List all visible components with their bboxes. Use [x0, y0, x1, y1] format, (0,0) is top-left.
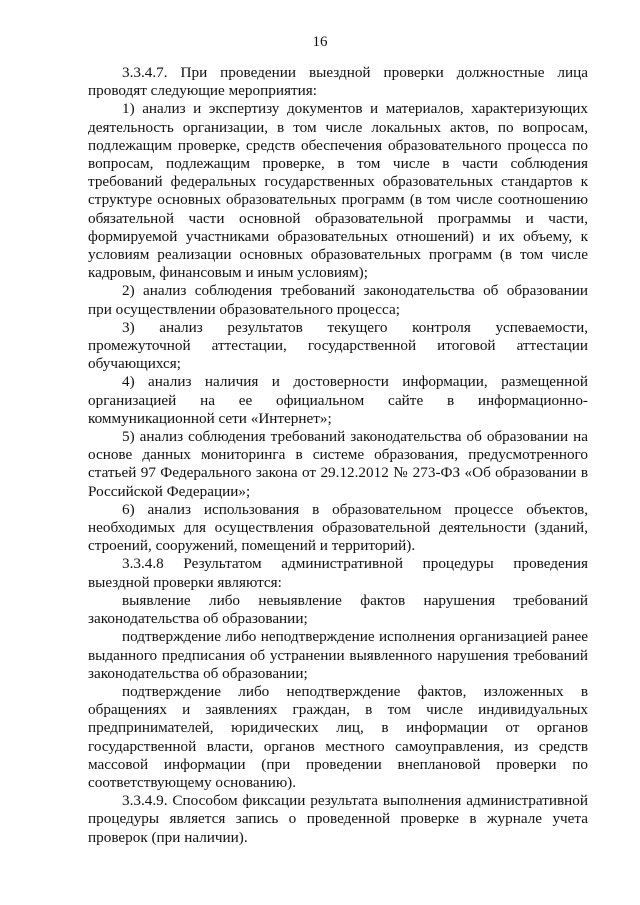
page-number: 16	[312, 34, 328, 50]
paragraph-3-3-4-7: 3.3.4.7. При проведении выездной проверки должностные лица проводят следующие мероприятия:	[88, 64, 588, 100]
list-item-4: 4) анализ наличия и достоверности информации, размещенной организацией на ее официальном сайте в информационно-коммуникационной сети «Интернет»;	[88, 373, 588, 427]
list-item-2: 2) анализ соблюдения требований законодательства об образовании при осуществлении образовательного процесса;	[88, 282, 588, 318]
document-body	[88, 64, 588, 847]
result-item-1: выявление либо невыявление фактов нарушения требований законодательства об образовании;	[88, 591, 588, 628]
paragraph-3-3-4-9: 3.3.4.9. Способом фиксации результата выполнения административной процедуры является запись о проведенной проверке в журнале учета проверок (при наличии).	[88, 792, 588, 846]
result-item-2: подтверждение либо неподтверждение исполнения организацией ранее выданного предписания об устранении выявленного нарушения требований законодательства об образовании;	[88, 628, 588, 682]
list-item-5: 5) анализ соблюдения требований законодательства об образовании на основе данных мониторинга в системе образования, предусмотренного статьей 97 Федерального закона от 29.12.2012 № 273-ФЗ «Об образовании в Российской Федерации»;	[88, 428, 588, 500]
result-item-3: подтверждение либо неподтверждение фактов, изложенных в обращениях и заявлениях граждан, в том числе индивидуальных предпринимателей, юридических лиц, в информации от органов государственной власти, органов местного самоуправления, из средств массовой информации (при проведении внеплановой проверки по соответствующему основанию).	[88, 682, 588, 791]
list-item-6: 6) анализ использования в образовательном процессе объектов, необходимых для осуществления образовательной деятельности (зданий, строений, сооружений, помещений и территорий).	[88, 500, 588, 555]
list-item-1: 1) анализ и экспертизу документов и материалов, характеризующих деятельность организации, в том числе локальных актов, по вопросам, подлежащим проверке, средств обеспечения образовательного процесса по вопросам, подлежащим проверке, в том числе в части соблюдения требований федеральных государственных образовательных стандартов к структуре основных образовательных программ (в том числе соотношению обязательной части основной образовательной программы и части, формируемой участниками образовательных отношений) и их объему, к условиям реализации основных образовательных программ (в том числе кадровым, финансовым и иным условиям);	[88, 100, 588, 282]
list-item-3: 3) анализ результатов текущего контроля успеваемости, промежуточной аттестации, государственной итоговой аттестации обучающихся;	[88, 318, 588, 373]
paragraph-3-3-4-8: 3.3.4.8 Результатом административной процедуры проведения выездной проверки являются:	[88, 555, 588, 591]
